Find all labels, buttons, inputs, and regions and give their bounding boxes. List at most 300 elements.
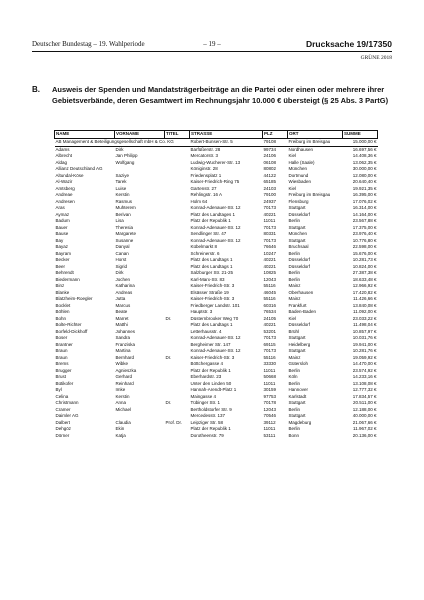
donor-postcode: 53201 xyxy=(263,328,277,334)
donation-amount: 16.697,56 € xyxy=(352,146,377,152)
donation-amount: 13.108,08 € xyxy=(352,380,377,386)
donor-street: Leipziger Str. 58 xyxy=(190,419,224,425)
donation-amount: 20.640,40 € xyxy=(352,179,377,184)
donor-name: Becker xyxy=(55,257,70,262)
donor-postcode: 12043 xyxy=(263,406,277,412)
donor-postcode: 40221 xyxy=(263,257,277,262)
donor-city: Karlstadt xyxy=(288,393,307,399)
donation-amount: 17.076,02 € xyxy=(352,198,377,204)
donor-street: Salzburger Str. 21-25 xyxy=(190,270,234,275)
donor-name: Bauer xyxy=(55,224,68,230)
donor-first-name: Wibke xyxy=(115,361,129,366)
donor-street: Kaiser-Friedrich-Str. 3 xyxy=(190,354,235,360)
donor-name: Dehgöz xyxy=(55,426,72,431)
donor-city: München xyxy=(288,166,308,171)
donor-postcode: 70173 xyxy=(263,348,277,353)
donation-amount: 15.000,00 € xyxy=(343,139,378,147)
donor-street: Platz der Republik 1 xyxy=(190,367,231,373)
donor-first-name: Johannes xyxy=(115,328,136,334)
donor-street: Bergheimer Str. 147 xyxy=(190,341,231,347)
donor-first-name: Dirk xyxy=(115,270,124,275)
donor-first-name: Jan Philipp xyxy=(115,153,138,158)
column-header: NAME xyxy=(55,131,115,139)
donor-street: Platz des Landtages 1 xyxy=(190,211,236,217)
donor-postcode: 70173 xyxy=(263,335,277,340)
donation-amount: 12.080,00 € xyxy=(352,172,377,178)
donor-first-name: Tarek xyxy=(115,179,127,184)
donation-amount: 10.281,76 € xyxy=(352,348,377,353)
donation-amount: 23.033,22 € xyxy=(352,315,377,321)
donor-postcode: 99734 xyxy=(263,146,277,152)
donor-postcode: 50668 xyxy=(263,374,277,379)
donor-postcode: 70173 xyxy=(263,237,277,243)
donor-first-name: Marcus xyxy=(115,302,131,308)
donor-street: Unter den Linden 50 xyxy=(190,380,232,386)
donor-city: Berlin xyxy=(288,218,301,223)
donor-name: Blanke xyxy=(55,289,70,295)
donor-postcode: 24105 xyxy=(263,315,277,321)
table-body xyxy=(55,139,378,440)
donor-street: Mercatorstr. 3 xyxy=(190,153,219,158)
donor-street: Konrad-Adenauer-Str. 12 xyxy=(190,224,241,230)
donation-amount: 19.941,00 € xyxy=(352,341,377,347)
donor-first-name: Danyal xyxy=(115,244,130,249)
donation-amount: 20.136,00 € xyxy=(352,432,377,438)
donor-name: Aras xyxy=(55,205,65,210)
donor-postcode: 80331 xyxy=(263,231,277,236)
donor-street: Platz der Republik 1 xyxy=(190,426,231,431)
donor-city: Oberhausen xyxy=(288,289,314,295)
donation-amount: 16.314,00 € xyxy=(352,205,377,210)
donor-city: Stuttgart xyxy=(288,400,306,405)
donor-street: Gartenstr. 27 xyxy=(190,185,217,191)
donor-street: Elsässer Straße 19 xyxy=(190,289,229,295)
donor-first-name: Sigrid xyxy=(115,263,128,269)
donor-name: Christmann xyxy=(55,400,79,405)
donor-city: Wiesbaden xyxy=(288,179,312,184)
donor-city: Magdeburg xyxy=(288,419,312,425)
donor-first-name: Rasmus xyxy=(115,198,133,204)
donation-amount: 14.470,00 € xyxy=(352,361,377,366)
donor-first-name: Marret xyxy=(115,315,129,321)
donor-name: Cramer xyxy=(55,406,71,412)
donor-city: Stuttgart xyxy=(288,413,306,418)
donation-amount: 27.387,38 € xyxy=(352,270,377,275)
donor-name: Aymaz xyxy=(55,211,70,217)
donor-postcode: 60316 xyxy=(263,302,277,308)
donor-city: Freiburg im Breisgau xyxy=(288,192,331,197)
donor-first-name: Katja xyxy=(115,432,126,438)
donor-city: Berlin xyxy=(288,276,301,282)
page-header xyxy=(32,40,392,50)
donor-name: Beer xyxy=(55,263,66,269)
donor-street: Konrad-Adenauer-Str. 12 xyxy=(190,348,241,353)
donation-amount: 40.000,00 € xyxy=(352,413,377,418)
donation-amount: 17.375,00 € xyxy=(352,224,377,230)
donor-name: Böhlen xyxy=(55,309,70,314)
donor-first-name: Margarete xyxy=(115,231,137,236)
donor-street: Sendlinger Str. 47 xyxy=(190,231,227,236)
donor-first-name: Dirk xyxy=(115,146,124,152)
donor-name: Brugger xyxy=(55,367,72,373)
donation-amount: 11.498,04 € xyxy=(353,322,377,327)
donor-street: Hauptstr. 3 xyxy=(190,309,213,314)
donor-postcode: 46045 xyxy=(263,289,277,295)
donor-postcode: 55116 xyxy=(263,354,276,360)
donor-postcode: 30159 xyxy=(263,387,277,392)
donor-first-name: Andreas xyxy=(115,289,133,295)
donation-amount: 10.031,76 € xyxy=(352,335,377,340)
donation-amount: 23.567,88 € xyxy=(352,218,377,223)
donor-postcode: 70546 xyxy=(263,413,277,418)
donor-name: Braun xyxy=(55,348,68,353)
donor-street: Friedberger Landstr. 101 xyxy=(190,302,240,308)
donor-postcode: 80802 xyxy=(263,166,277,171)
donor-name: Altundal-Köse xyxy=(55,172,84,178)
donor-first-name: Reinhard xyxy=(115,380,134,386)
donor-street: Rehlingstr. 16 A xyxy=(190,192,223,197)
donor-city: Stuttgart xyxy=(288,237,306,243)
donor-street: Konrad-Adenauer-Str. 12 xyxy=(190,237,241,243)
donor-city: Stuttgart xyxy=(288,205,306,210)
donation-amount: 13.062,35 € xyxy=(352,159,377,165)
donor-name: Bütikofer xyxy=(55,380,74,386)
donor-street: Mercedesstr. 137 xyxy=(190,413,226,418)
donor-name: Bause xyxy=(55,231,69,236)
donor-city: Berlin xyxy=(288,406,301,412)
donor-name: Badum xyxy=(55,218,70,223)
donor-postcode: 10247 xyxy=(263,250,277,256)
donation-amount: 13.840,08 € xyxy=(352,302,377,308)
donor-name: Bayram xyxy=(55,250,72,256)
donor-street: Schreinerstr. 6 xyxy=(190,250,220,256)
donation-amount: 15.676,00 € xyxy=(352,250,377,256)
column-header: SUMME xyxy=(343,131,378,139)
column-header: PLZ xyxy=(263,131,288,139)
donor-city: Berlin xyxy=(288,367,301,373)
donor-city: Brühl xyxy=(288,328,300,334)
donor-city: Stuttgart xyxy=(288,335,306,340)
donor-city: Kiel xyxy=(288,185,297,191)
donor-first-name: Saziye xyxy=(115,172,130,178)
donor-title: Dr. xyxy=(165,315,172,321)
donor-name: Braun xyxy=(55,354,68,360)
donation-amount: 11.967,02 € xyxy=(353,426,377,431)
donation-amount: 18.633,48 € xyxy=(352,276,377,282)
donor-name: Bay xyxy=(55,237,64,243)
donor-city: Berlin xyxy=(288,380,301,386)
donor-name: Binz xyxy=(55,283,65,288)
donor-postcode: 11011 xyxy=(263,218,276,223)
donor-postcode: 44122 xyxy=(263,172,277,178)
donor-street: Maingasse 4 xyxy=(190,393,217,399)
donor-name: Bohn xyxy=(55,315,67,321)
donor-first-name: Martina xyxy=(115,348,131,353)
donor-name: Behrendt xyxy=(55,270,74,275)
donor-city: Berlin xyxy=(288,270,301,275)
donations-table xyxy=(54,130,378,439)
donor-city: Mainz xyxy=(288,296,301,301)
donor-name: Dalbert xyxy=(55,419,71,425)
donor-name: Bayaz xyxy=(55,244,69,249)
donor-postcode: 65185 xyxy=(263,179,277,184)
donor-city: Stuttgart xyxy=(288,348,306,353)
donor-street: Barfüßerstr. 28 xyxy=(190,146,221,152)
donor-title: Dr. xyxy=(165,354,172,360)
donor-postcode: 69115 xyxy=(263,341,276,347)
donor-postcode: 11011 xyxy=(263,367,276,373)
donor-street: Böttchergasse 4 xyxy=(190,361,224,366)
donor-postcode: 40221 xyxy=(263,211,277,217)
donor-first-name: Imke xyxy=(115,387,126,392)
donor-first-name: Luise xyxy=(115,185,127,191)
column-header: STRASSE xyxy=(190,131,263,139)
donation-amount: 14.233,16 € xyxy=(352,374,377,379)
donor-postcode: 70173 xyxy=(263,224,277,230)
donor-postcode: 11011 xyxy=(263,380,276,386)
donor-city: Mainz xyxy=(288,283,301,288)
donor-city: Mainz xyxy=(288,354,301,360)
donor-city: Düsseldorf xyxy=(288,322,311,327)
donor-first-name: Michael xyxy=(115,406,132,412)
donor-street: Düsternbrooker Weg 70 xyxy=(190,315,239,321)
donor-postcode: 70173 xyxy=(263,205,277,210)
donation-amount: 30.000,00 € xyxy=(352,166,377,171)
donor-name: Brantner xyxy=(55,341,73,347)
donor-street: Friedensplatz 1 xyxy=(190,172,222,178)
donation-amount: 23.976,40 € xyxy=(352,231,377,236)
donation-amount: 12.777,32 € xyxy=(352,387,377,392)
donor-postcode: 24937 xyxy=(263,198,277,204)
donor-first-name: Kerstin xyxy=(115,393,130,399)
donation-amount: 14.164,00 € xyxy=(352,211,377,217)
donor-name: Bolte-Richter xyxy=(55,322,82,327)
donor-name: Biedermann xyxy=(55,276,80,282)
donation-amount: 10.857,97 € xyxy=(352,328,377,334)
donor-city: Düsseldorf xyxy=(288,211,311,217)
donor-first-name: Katharina xyxy=(115,283,135,288)
donor-city: Düsseldorf xyxy=(288,263,311,269)
donor-name: Blatzheim-Roegler xyxy=(55,296,93,301)
donor-first-name: Jutta xyxy=(115,296,126,301)
donor-name: Allianz Deutschland AG xyxy=(55,166,103,171)
donor-first-name: Kerstin xyxy=(115,192,130,197)
column-header: ORT xyxy=(288,131,343,139)
donor-postcode: 53111 xyxy=(263,432,276,438)
donor-city: Berlin xyxy=(288,250,301,256)
donor-name: Andreae xyxy=(55,192,73,197)
donor-first-name: Berivan xyxy=(115,211,131,217)
donor-postcode: 55116 xyxy=(263,283,276,288)
donor-name: Albrecht xyxy=(55,153,73,158)
donation-amount: 19.921,35 € xyxy=(352,185,377,191)
donor-city: Bruchsaal xyxy=(288,244,309,249)
donor-postcode: 24106 xyxy=(263,153,277,158)
donor-postcode: 70178 xyxy=(263,400,277,405)
donor-first-name: Matthi xyxy=(115,322,128,327)
donation-amount: 17.420,82 € xyxy=(352,289,377,295)
donor-city: Flensburg xyxy=(288,198,309,204)
column-header: VORNAME xyxy=(115,131,165,139)
donation-amount: 11.426,66 € xyxy=(353,296,377,301)
donor-street: Platz der Republik 1 xyxy=(190,218,231,223)
donor-postcode: 33330 xyxy=(263,361,277,366)
donor-city: Stuttgart xyxy=(288,224,306,230)
donor-postcode: 76534 xyxy=(263,309,277,314)
donor-name: AB Management & Beteiligungsgesellschaft mbH & Co. KG xyxy=(55,139,190,147)
donation-amount: 10.824,00 € xyxy=(352,263,377,269)
donor-first-name: Gerhard xyxy=(115,374,133,379)
donor-name: Celina xyxy=(55,393,69,399)
donation-amount: 20.511,00 € xyxy=(353,400,377,405)
donor-street: Kaiser-Friedrich-Str. 3 xyxy=(190,283,235,288)
donor-city: Kiel xyxy=(288,315,297,321)
donor-street: Königinstr. 28 xyxy=(190,166,218,171)
donor-city: Freiburg im Breisgau xyxy=(288,139,343,147)
section-heading: Ausweis der Spenden und Mandatsträgerbeiträge an die Partei oder einen oder mehrere ihrer Gebietsverbände, deren Gesamtwert im Rechnungsjahr 10.000 € übersteigt (§ 25 Abs. 3 PartG) xyxy=(52,85,389,105)
donor-city: Halle (Saale) xyxy=(288,159,315,165)
donor-name: Andresen xyxy=(55,198,75,204)
donor-first-name: Muhterem xyxy=(115,205,136,210)
donation-amount: 21.067,66 € xyxy=(352,419,377,425)
donor-first-name: Anna xyxy=(115,400,127,405)
donor-street: Kübelmarkt 8 xyxy=(190,244,218,249)
donor-first-name: Beate xyxy=(115,309,128,314)
donor-street: Holm 64 xyxy=(190,198,208,204)
donor-street: Tübinger Str. 1 xyxy=(190,400,221,405)
page-number: – 19 – xyxy=(203,40,221,48)
donor-title: Dr. xyxy=(165,400,172,405)
donor-street: Platz des Landtags 1 xyxy=(190,263,233,269)
donor-first-name: Horst xyxy=(115,257,127,262)
donor-city: Köln xyxy=(288,374,298,379)
donor-title xyxy=(165,146,190,153)
header-left: Deutscher Bundestag – 19. Wahlperiode xyxy=(32,40,145,48)
donor-city: Bonn xyxy=(288,432,300,438)
donor-postcode: 79100 xyxy=(263,192,277,197)
table-row xyxy=(55,146,378,153)
donor-name: Brust xyxy=(55,374,67,379)
donor-city: Düsseldorf xyxy=(288,257,311,262)
donor-first-name: Lisa xyxy=(115,218,124,223)
donor-city: Nordhausen xyxy=(288,146,314,152)
donor-postcode: 76646 xyxy=(263,244,277,249)
donation-amount: 17.834,57 € xyxy=(352,393,377,399)
donor-street: Kaiser-Friedrich-Str. 3 xyxy=(190,296,235,301)
donor-city: Kiel xyxy=(288,153,297,158)
donor-city: Baden-Baden xyxy=(288,309,317,314)
donor-city: Dortmund xyxy=(288,172,309,178)
donation-amount: 12.188,00 € xyxy=(352,406,377,412)
donation-amount: 10.776,80 € xyxy=(352,237,377,243)
donor-name: Boser xyxy=(55,335,68,340)
donor-name: Aldag xyxy=(55,159,68,165)
donation-amount: 19.059,92 € xyxy=(352,354,377,360)
donor-street: Platz des Landtags 1 xyxy=(190,322,233,327)
donor-street: Platz des Landtags 1 xyxy=(190,257,233,262)
donor-postcode: 39112 xyxy=(263,419,276,425)
donation-amount: 11.092,00 € xyxy=(353,309,377,314)
donor-first-name: Theresia xyxy=(115,224,134,230)
donor-first-name: Franziska xyxy=(115,341,136,347)
donor-first-name: Canan xyxy=(115,250,129,256)
donor-postcode: 40221 xyxy=(263,322,277,327)
donor-postcode: 11011 xyxy=(263,426,276,431)
donation-amount: 10.281,73 € xyxy=(352,257,377,262)
donor-street: Kaiser-Friedrich-Ring 75 xyxy=(190,179,240,184)
donor-street: Letterhausstr. 4 xyxy=(190,328,222,334)
donor-first-name: Jochen xyxy=(115,276,131,282)
donor-postcode: 55116 xyxy=(263,296,276,301)
donor-street: Robert-Bunsen-Str. 5 xyxy=(190,139,263,147)
donor-name: Amtsberg xyxy=(55,185,75,191)
donor-name: Dörner xyxy=(55,432,70,438)
header-rule xyxy=(32,51,392,52)
donor-street: Konrad-Adenauer-Str. 12 xyxy=(190,335,241,340)
document-number: Drucksache 19/17350 xyxy=(305,39,392,49)
donation-amount: 22.598,00 € xyxy=(352,244,377,249)
donation-amount: 12.966,92 € xyxy=(352,283,377,288)
donor-street: Hannah-Arendt-Platz 1 xyxy=(190,387,237,392)
donor-street: Dorotheenstr. 79 xyxy=(190,432,224,438)
donor-postcode: 40221 xyxy=(263,263,277,269)
donor-first-name: Ekin xyxy=(115,426,125,431)
donor-title xyxy=(165,433,190,440)
donor-postcode: 10825 xyxy=(263,270,277,275)
donor-postcode: 06108 xyxy=(263,159,277,165)
donor-street: Konrad-Adenauer-Str. 12 xyxy=(190,205,241,210)
table-header-row xyxy=(55,131,378,139)
column-header: TITEL xyxy=(165,131,190,139)
donor-city: Berlin xyxy=(288,426,301,431)
donor-city: Gütersloh xyxy=(288,361,309,366)
donor-first-name: Agnieszka xyxy=(115,367,137,373)
donor-name: Al-Wazir xyxy=(55,179,73,184)
donor-city: München xyxy=(288,231,308,236)
donor-postcode: 12043 xyxy=(263,276,277,282)
donor-name: Byl xyxy=(55,387,62,392)
donor-street: Bertholdstorfer Str. 9 xyxy=(190,406,232,412)
donor-first-name: Sandra xyxy=(115,335,131,340)
donation-amount: 23.574,92 € xyxy=(352,367,377,373)
donor-name: Bocklet xyxy=(55,302,71,308)
donor-name: Brems xyxy=(55,361,69,366)
donor-first-name: Bernhard xyxy=(115,354,135,360)
donor-name: Daimler AG xyxy=(55,413,79,418)
section-letter: B. xyxy=(32,85,40,94)
donor-first-name: Susanne xyxy=(115,237,134,243)
donor-name: Adams xyxy=(55,146,70,152)
donor-postcode: 79108 xyxy=(263,139,288,147)
donor-street: Karl-Marx-Str. 83 xyxy=(190,276,225,282)
donor-title: Prof. Dr. xyxy=(165,419,183,425)
donor-city: Hannover xyxy=(288,387,309,392)
donation-amount: 16.395,00 € xyxy=(352,192,377,197)
donor-postcode: 97753 xyxy=(263,393,277,399)
donor-street: Ludwig-Wucherer-Str. 13 xyxy=(190,159,241,165)
donor-city: Frankfurt xyxy=(288,302,307,308)
table-row xyxy=(55,139,378,147)
donor-name: Borfeld-Dickhoff xyxy=(55,328,88,334)
donor-street: Eberhardstr. 23 xyxy=(190,374,222,379)
donor-city: Heidelberg xyxy=(288,341,311,347)
donation-amount: 14.408,36 € xyxy=(352,153,377,158)
table-row xyxy=(55,433,378,440)
donor-first-name: Wolfgang xyxy=(115,159,135,165)
party-label: GRÜNE 2018 xyxy=(360,55,392,61)
donor-first-name: Claudia xyxy=(115,419,131,425)
donor-postcode: 24103 xyxy=(263,185,277,191)
